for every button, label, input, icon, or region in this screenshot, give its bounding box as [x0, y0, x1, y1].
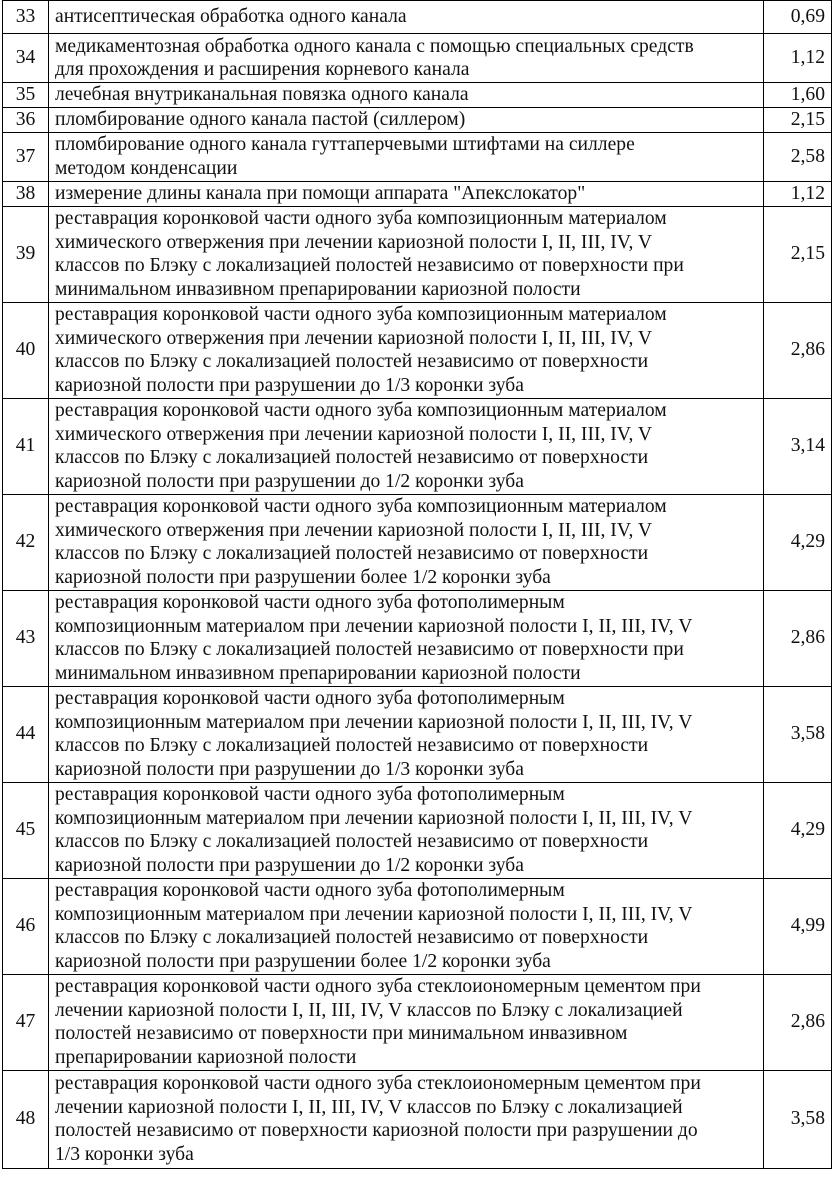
- service-price: 2,86: [764, 974, 832, 1070]
- table-row: [3, 1070, 832, 1168]
- service-description: [49, 1, 764, 34]
- description-line: реставрация коронковой части одного зуба фотополимерным: [55, 784, 565, 805]
- description-line: кариозной полости при разрушении до 1/3 коронки зуба: [55, 758, 524, 780]
- service-description: [49, 686, 764, 782]
- price-table: [2, 0, 832, 1169]
- description-line: композиционным материалом при лечении кариозной полости I, II, III, IV, V: [55, 903, 693, 925]
- table-row: [3, 132, 832, 181]
- description-line: кариозной полости при разрушении более 1/2 коронки зуба: [55, 566, 551, 588]
- service-price: 2,15: [764, 108, 832, 133]
- row-number: 43: [3, 590, 49, 686]
- description-line: классов по Блэку с локализацией полостей независимо от поверхности: [55, 927, 649, 948]
- row-number: 42: [3, 494, 49, 590]
- service-price: 2,58: [764, 132, 832, 181]
- service-description: [49, 878, 764, 974]
- service-price: 3,58: [764, 686, 832, 782]
- service-price: 4,99: [764, 878, 832, 974]
- description-line: композиционным материалом при лечении кариозной полости I, II, III, IV, V: [55, 711, 693, 733]
- row-number: 36: [3, 108, 49, 133]
- table-row: [3, 590, 832, 686]
- row-number: 44: [3, 686, 49, 782]
- description-line: реставрация коронковой части одного зуба фотополимерным: [55, 880, 565, 901]
- description-line: методом конденсации: [55, 157, 238, 179]
- row-number: 34: [3, 34, 49, 83]
- service-description: [49, 181, 764, 206]
- service-description: [49, 302, 764, 398]
- description-line: химического отвержения при лечении кариозной полости I, II, III, IV, V: [55, 327, 653, 349]
- service-description: [49, 34, 764, 83]
- service-price: 0,69: [764, 1, 832, 34]
- table-row: [3, 108, 832, 133]
- service-price: 2,15: [764, 206, 832, 302]
- service-price: 4,29: [764, 782, 832, 878]
- row-number: 37: [3, 132, 49, 181]
- description-line: классов по Блэку с локализацией полостей независимо от поверхности: [55, 831, 649, 852]
- description-line: химического отвержения при лечении кариозной полости I, II, III, IV, V: [55, 231, 653, 253]
- description-line: реставрация коронковой части одного зуба композиционным материалом: [55, 208, 667, 229]
- table-row: [3, 974, 832, 1070]
- service-price: 3,58: [764, 1070, 832, 1168]
- table-row: [3, 878, 832, 974]
- row-number: 45: [3, 782, 49, 878]
- description-line: пломбирование одного канала пастой (силлером): [55, 109, 466, 130]
- description-line: композиционным материалом при лечении кариозной полости I, II, III, IV, V: [55, 807, 693, 829]
- table-row: [3, 398, 832, 494]
- service-description: [49, 590, 764, 686]
- description-line: реставрация коронковой части одного зуба фотополимерным: [55, 688, 565, 709]
- service-price: 1,60: [764, 83, 832, 108]
- row-number: 35: [3, 83, 49, 108]
- description-line: химического отвержения при лечении кариозной полости I, II, III, IV, V: [55, 423, 653, 445]
- table-row: [3, 1, 832, 34]
- description-line: кариозной полости при разрушении до 1/3 коронки зуба: [55, 374, 524, 396]
- description-line: реставрация коронковой части одного зуба стеклоиономерным цементом при: [55, 1073, 701, 1094]
- row-number: 40: [3, 302, 49, 398]
- description-line: препарировании кариозной полости: [55, 1046, 357, 1068]
- service-description: [49, 1070, 764, 1168]
- description-line: химического отвержения при лечении кариозной полости I, II, III, IV, V: [55, 519, 653, 541]
- description-line: кариозной полости при разрушении более 1/2 коронки зуба: [55, 950, 551, 972]
- row-number: 48: [3, 1070, 49, 1168]
- description-line: реставрация коронковой части одного зуба стеклоиономерным цементом при: [55, 976, 701, 997]
- table-row: [3, 302, 832, 398]
- description-line: классов по Блэку с локализацией полостей независимо от поверхности: [55, 447, 649, 468]
- service-price: 2,86: [764, 302, 832, 398]
- table-row: [3, 494, 832, 590]
- description-line: лечении кариозной полости I, II, III, IV, V классов по Блэку с локализацией: [55, 1096, 683, 1118]
- service-description: [49, 398, 764, 494]
- description-line: 1/3 коронки зуба: [55, 1143, 194, 1165]
- table-row: [3, 206, 832, 302]
- table-row: [3, 686, 832, 782]
- description-line: для прохождения и расширения корневого канала: [55, 59, 470, 80]
- service-price: 1,12: [764, 181, 832, 206]
- description-line: медикаментозная обработка одного канала с помощью специальных средств: [55, 35, 694, 57]
- service-price: 2,86: [764, 590, 832, 686]
- description-line: пломбирование одного канала гуттаперчевыми штифтами на силлере: [55, 134, 635, 155]
- description-line: полостей независимо от поверхности при минимальном инвазивном: [55, 1023, 628, 1044]
- row-number: 47: [3, 974, 49, 1070]
- description-line: реставрация коронковой части одного зуба композиционным материалом: [55, 496, 667, 517]
- service-price: 1,12: [764, 34, 832, 83]
- description-line: реставрация коронковой части одного зуба композиционным материалом: [55, 304, 667, 325]
- description-line: классов по Блэку с локализацией полостей независимо от поверхности: [55, 735, 649, 756]
- description-line: реставрация коронковой части одного зуба фотополимерным: [55, 592, 565, 613]
- description-line: минимальном инвазивном препарировании кариозной полости: [55, 662, 581, 684]
- service-description: [49, 206, 764, 302]
- service-description: [49, 974, 764, 1070]
- row-number: 33: [3, 1, 49, 34]
- service-description: [49, 108, 764, 133]
- description-line: кариозной полости при разрушении до 1/2 коронки зуба: [55, 470, 524, 492]
- description-line: лечебная внутриканальная повязка одного канала: [55, 84, 469, 106]
- row-number: 46: [3, 878, 49, 974]
- service-description: [49, 132, 764, 181]
- table-row: [3, 181, 832, 206]
- table-row: [3, 782, 832, 878]
- service-price: 4,29: [764, 494, 832, 590]
- description-line: композиционным материалом при лечении кариозной полости I, II, III, IV, V: [55, 615, 693, 637]
- description-line: кариозной полости при разрушении до 1/2 коронки зуба: [55, 854, 524, 876]
- description-line: классов по Блэку с локализацией полостей независимо от поверхности при: [55, 639, 684, 660]
- service-description: [49, 782, 764, 878]
- service-description: [49, 494, 764, 590]
- row-number: 39: [3, 206, 49, 302]
- description-line: классов по Блэку с локализацией полостей независимо от поверхности при: [55, 255, 684, 276]
- description-line: лечении кариозной полости I, II, III, IV, V классов по Блэку с локализацией: [55, 999, 683, 1021]
- service-description: [49, 83, 764, 108]
- row-number: 38: [3, 181, 49, 206]
- table-row: [3, 34, 832, 83]
- description-line: классов по Блэку с локализацией полостей независимо от поверхности: [55, 543, 649, 564]
- description-line: полостей независимо от поверхности кариозной полости при разрушении до: [55, 1120, 698, 1141]
- description-line: реставрация коронковой части одного зуба композиционным материалом: [55, 400, 667, 421]
- description-line: антисептическая обработка одного канала: [55, 6, 407, 28]
- service-price: 3,14: [764, 398, 832, 494]
- row-number: 41: [3, 398, 49, 494]
- description-line: минимальном инвазивном препарировании кариозной полости: [55, 278, 581, 300]
- description-line: классов по Блэку с локализацией полостей независимо от поверхности: [55, 351, 649, 372]
- price-table-body: [3, 1, 832, 1169]
- table-row: [3, 83, 832, 108]
- description-line: измерение длины канала при помощи аппарата "Апекслокатор": [55, 182, 586, 204]
